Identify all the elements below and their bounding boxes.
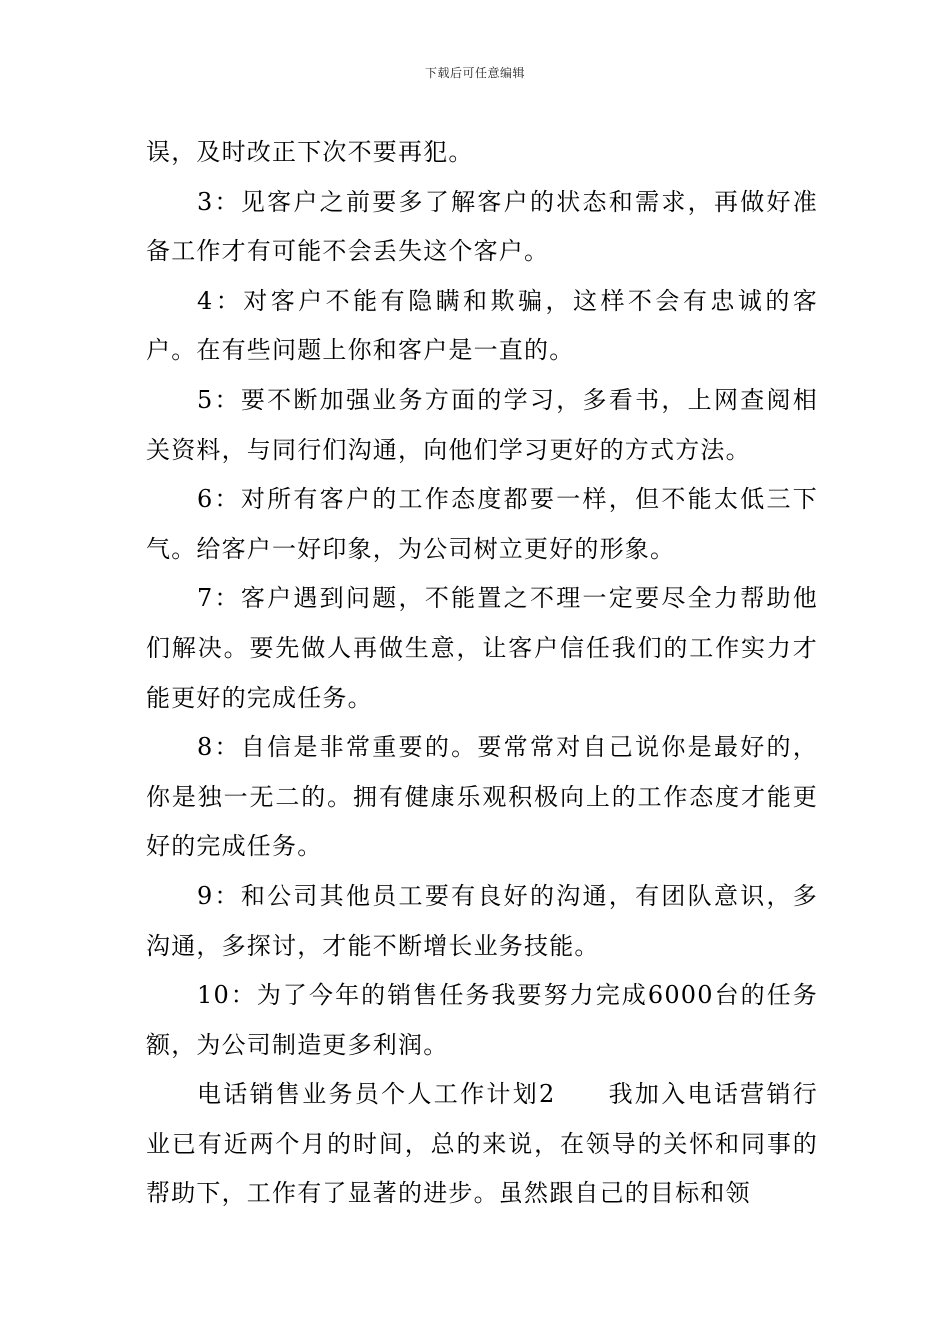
section-paragraph [146, 1070, 818, 1219]
document-body [146, 128, 818, 1219]
paragraph-item-3: 3：见客户之前要多了解客户的状态和需求，再做好准备工作才有可能不会丢失这个客户。 [146, 187, 818, 266]
paragraph-item-9: 9：和公司其他员工要有良好的沟通，有团队意识，多沟通，多探讨，才能不断增长业务技能。 [146, 881, 818, 960]
paragraph-item-5: 5：要不断加强业务方面的学习，多看书，上网查阅相关资料，与同行们沟通，向他们学习更好的方式方法。 [146, 385, 818, 464]
paragraph-continuation: 误，及时改正下次不要再犯。 [146, 138, 474, 166]
page-header: 下载后可任意编辑 [424, 66, 525, 80]
paragraph-item-10: 10：为了今年的销售任务我要努力完成6000台的任务额，为公司制造更多利润。 [146, 981, 818, 1059]
paragraph-item-7: 7：客户遇到问题，不能置之不理一定要尽全力帮助他们解决。要先做人再做生意，让客户信任我们的工作实力才能更好的完成任务。 [146, 584, 818, 712]
section-heading: 电话销售业务员个人工作计划2 [197, 1080, 556, 1109]
paragraph-item-8: 8：自信是非常重要的。要常常对自己说你是最好的，你是独一无二的。拥有健康乐观积极向上的工作态度才能更好的完成任务。 [146, 733, 818, 861]
paragraph-item-4: 4：对客户不能有隐瞒和欺骗，这样不会有忠诚的客户。在有些问题上你和客户是一直的。 [146, 286, 818, 365]
section-body-text: 我加入电话营销行业已有近两个月的时间，总的来说，在领导的关怀和同事的帮助下，工作有了显著的进步。虽然跟自己的目标和领 [146, 1080, 818, 1208]
paragraph-item-6: 6：对所有客户的工作态度都要一样，但不能太低三下气。给客户一好印象，为公司树立更好的形象。 [146, 485, 818, 563]
